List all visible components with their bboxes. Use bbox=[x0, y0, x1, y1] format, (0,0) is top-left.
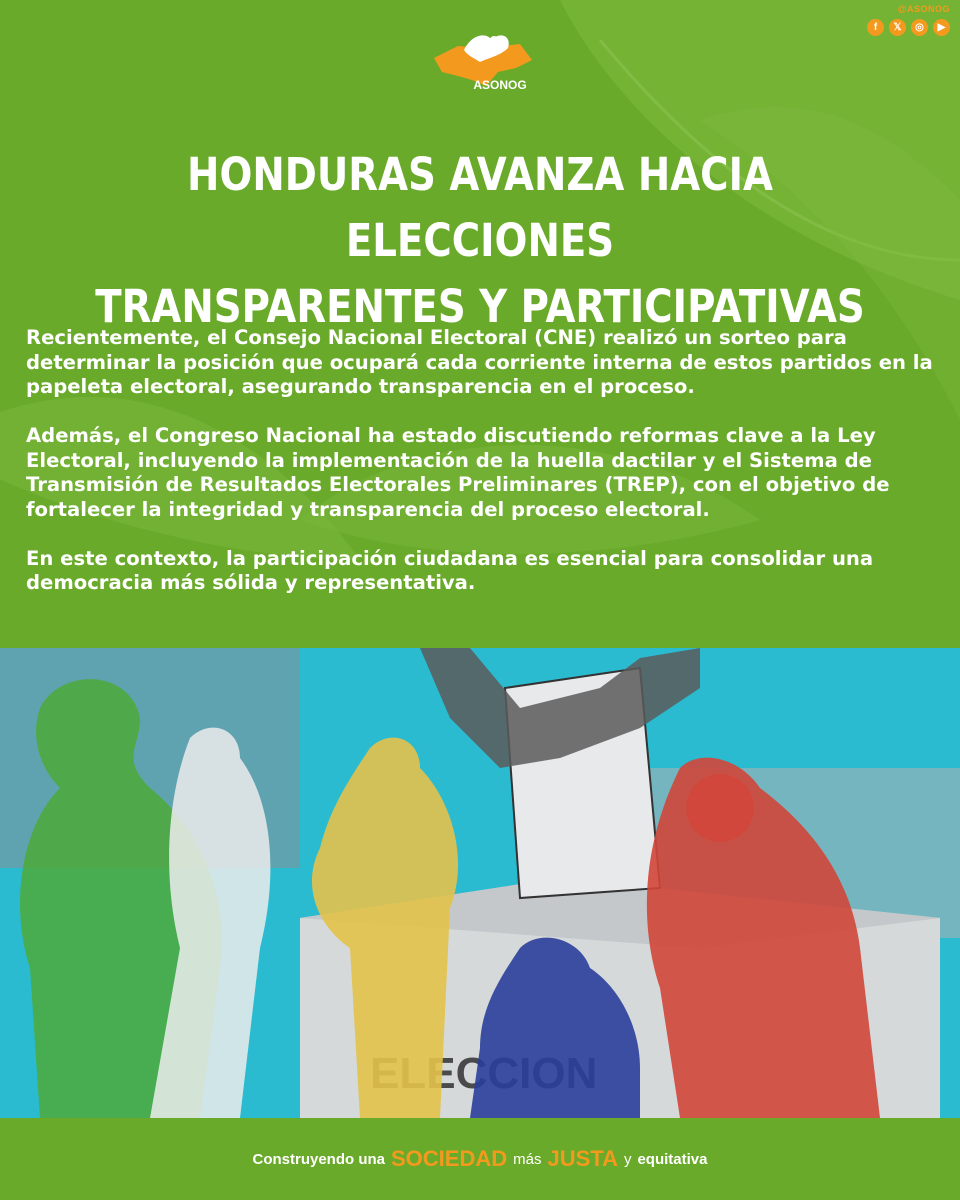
page-title bbox=[93, 142, 867, 340]
x-icon[interactable]: 𝕏 bbox=[889, 19, 906, 36]
youtube-icon[interactable]: ▶ bbox=[933, 19, 950, 36]
title-line-1: HONDURAS AVANZA HACIA ELECCIONES bbox=[187, 148, 773, 267]
tagline-part-4: equitativa bbox=[637, 1150, 708, 1168]
logo-text: ASONOG bbox=[473, 78, 527, 92]
paragraph-2: Además, el Congreso Nacional ha estado discutiendo reformas clave a la Ley Electoral, incluyendo la implementación de la huella dactilar y el Sistema de Transmisión de Resultados Electorales Preliminares (TREP), con el objetivo de fortalecer la integridad y transparencia del proceso electoral. bbox=[26, 424, 890, 521]
footer-tagline bbox=[0, 1118, 960, 1200]
voting-illustration bbox=[0, 648, 960, 1118]
paragraph-3: En este contexto, la participación ciudadana es esencial para consolidar una democracia más sólida y representativa. bbox=[26, 546, 874, 594]
tagline-part-3: y bbox=[623, 1150, 632, 1168]
social-links bbox=[850, 4, 950, 36]
title-line-2: TRANSPARENTES Y PARTICIPATIVAS bbox=[95, 280, 865, 333]
tagline-word-justa: JUSTA bbox=[547, 1146, 618, 1171]
paragraph-1: Recientemente, el Consejo Nacional Electoral (CNE) realizó un sorteo para determinar la posición que ocupará cada corriente interna de estos partidos en la papeleta electoral, asegurando transparencia en el proceso. bbox=[26, 326, 933, 398]
tagline-part-2: más bbox=[513, 1150, 542, 1168]
tagline-part-1: Construyendo una bbox=[252, 1150, 385, 1168]
instagram-icon[interactable]: ◎ bbox=[911, 19, 928, 36]
social-handle: @ASONOG bbox=[897, 4, 950, 14]
article-body bbox=[26, 326, 936, 620]
tagline-word-sociedad: SOCIEDAD bbox=[391, 1146, 508, 1171]
facebook-icon[interactable]: f bbox=[867, 19, 884, 36]
